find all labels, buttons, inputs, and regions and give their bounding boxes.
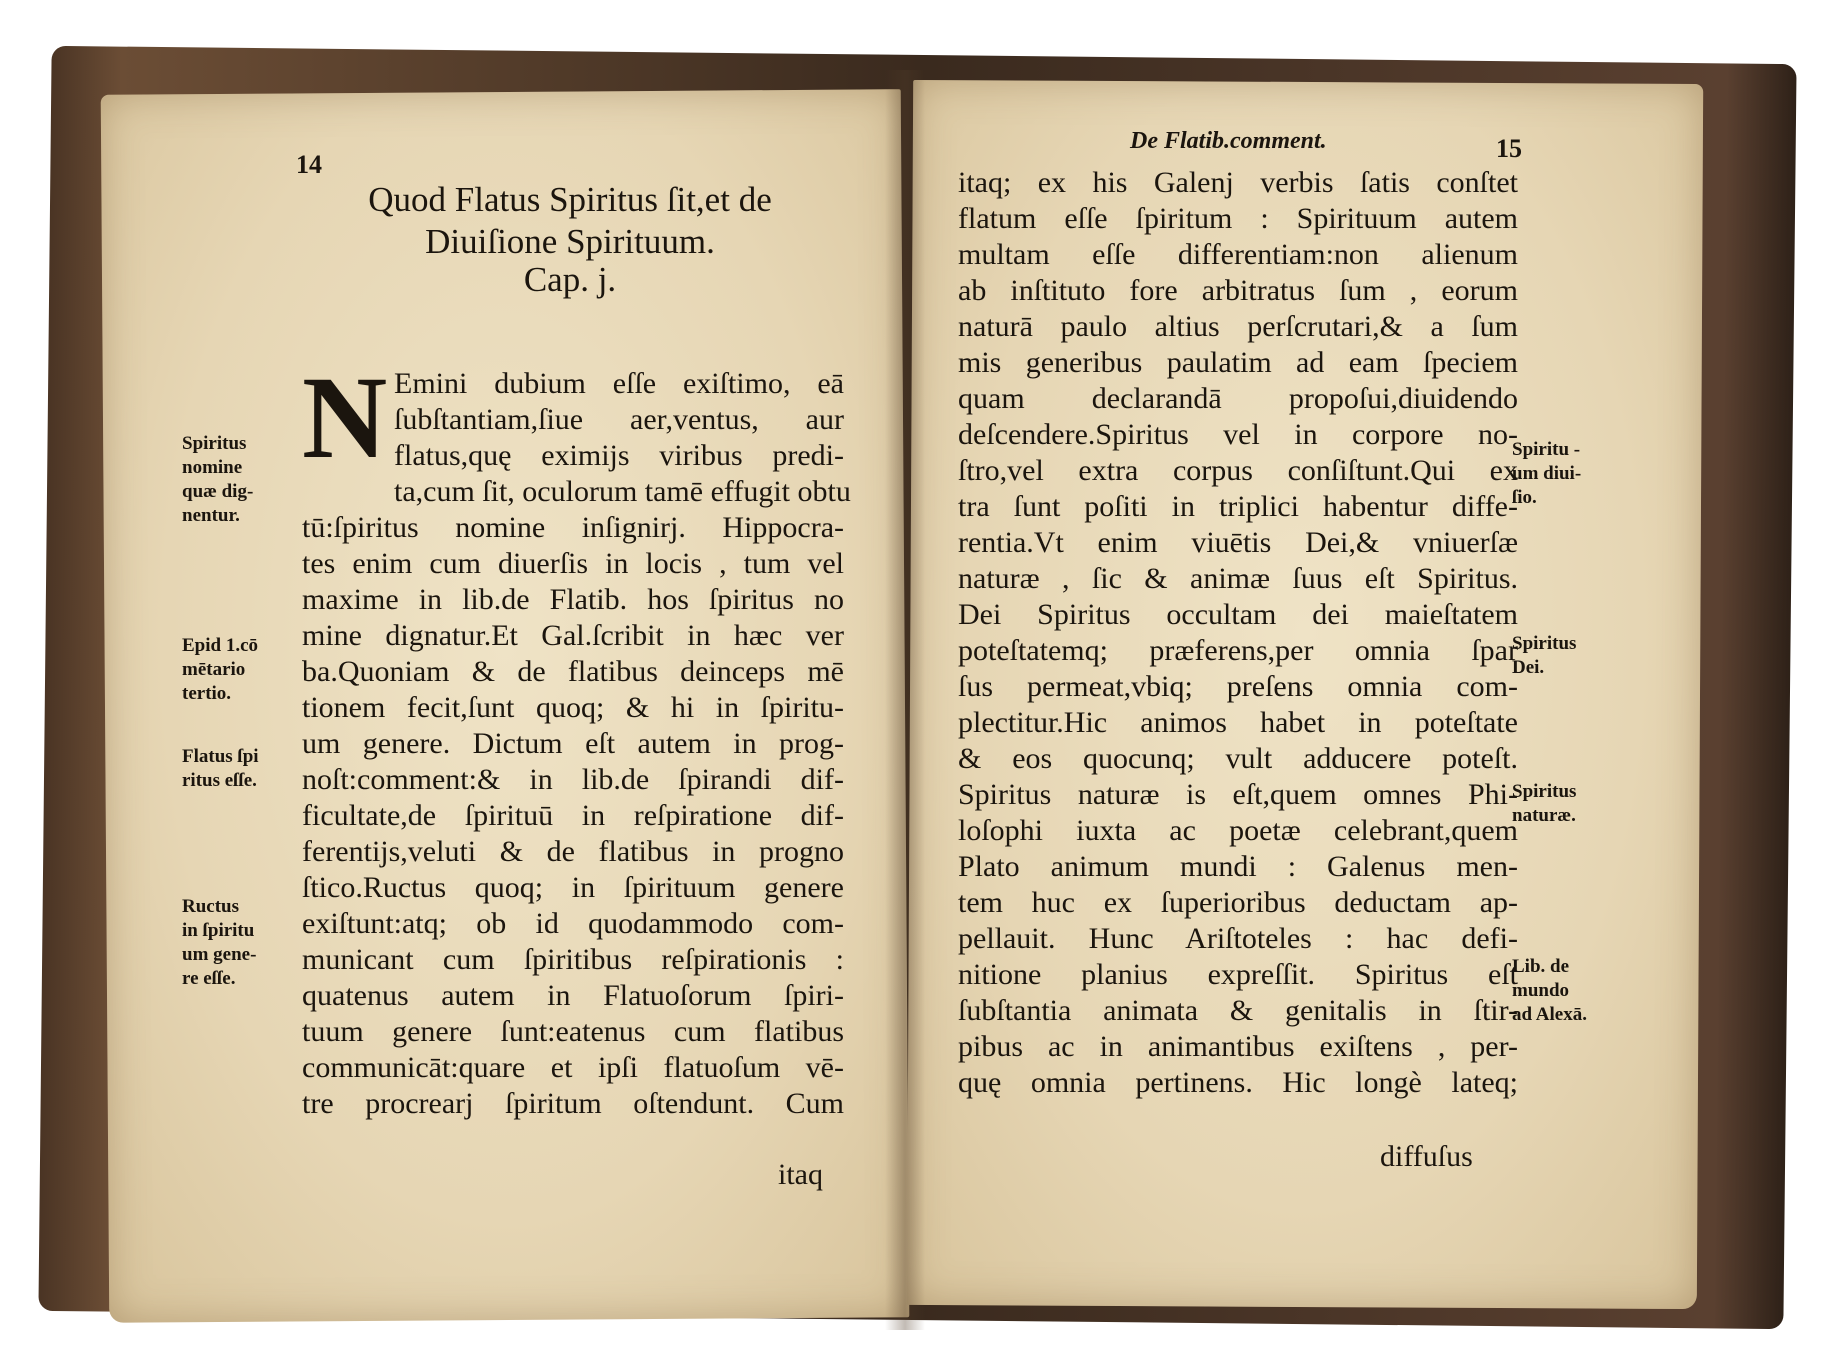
- text-line: loſophi iuxta ac poetæ celebrant,quem: [958, 814, 1518, 847]
- text-line: ferentijs,veluti & de flatibus in progno: [302, 835, 844, 868]
- left-body-text: [302, 352, 851, 1122]
- margin-note-line: Ructus: [182, 896, 240, 917]
- margin-note-right: [1512, 632, 1576, 680]
- text-line: ſus permeat,vbiq; preſens omnia com-: [958, 670, 1518, 703]
- margin-note-line: Spiritus: [1512, 633, 1577, 654]
- text-line: communicāt:quare et ipſi flatuoſum vē-: [302, 1051, 844, 1084]
- text-line: ſtico.Ructus quoq; in ſpirituum genere: [302, 871, 844, 904]
- margin-note-right: [1512, 780, 1576, 828]
- margin-note-line: nentur.: [182, 505, 240, 526]
- margin-note-right: [1512, 438, 1581, 510]
- text-line: maxime in lib.de Flatib. hos ſpiritus no: [302, 583, 844, 616]
- chapter-title-line-2: Diuiſione Spirituum.: [425, 222, 715, 261]
- text-line: ab inſtituto fore arbitratus ſum , eorum: [958, 274, 1518, 307]
- margin-note-line: ad Alexā.: [1512, 1004, 1587, 1025]
- book-gutter: [885, 70, 925, 1330]
- text-line: multam eſſe differentiam:non alienum: [958, 238, 1518, 271]
- margin-note-line: mētario: [182, 659, 246, 680]
- margin-note-left: [182, 745, 259, 793]
- margin-note-right: [1512, 955, 1587, 1027]
- text-line: flatus,quę eximijs viribus predi-: [394, 439, 844, 472]
- chapter-title-line-1: Quod Flatus Spiritus ſit,et de: [368, 180, 772, 219]
- text-line: exiſtunt:atq; ob id quodammodo com-: [302, 907, 844, 940]
- catchword-left: itaq: [778, 1158, 823, 1191]
- text-line: noſt:comment:& in lib.de ſpirandi dif-: [302, 763, 844, 796]
- text-line: Plato animum mundi : Galenus men-: [958, 850, 1518, 883]
- text-line: ficultate,de ſpirituū in reſpiratione dif-: [302, 799, 844, 832]
- text-line: naturæ , ſic & animæ ſuus eſt Spiritus.: [958, 562, 1518, 595]
- margin-note-line: ſio.: [1512, 487, 1537, 508]
- margin-note-line: in ſpiritu: [182, 920, 255, 941]
- margin-note-line: tertio.: [182, 683, 232, 704]
- text-line: tuum genere ſunt:eatenus cum flatibus: [302, 1015, 844, 1048]
- drop-cap: N: [302, 352, 388, 483]
- margin-note-line: ritus eſſe.: [182, 770, 257, 791]
- text-line: ba.Quoniam & de flatibus deinceps mē: [302, 655, 844, 688]
- text-line: flatum eſſe ſpiritum : Spirituum autem: [958, 202, 1518, 235]
- text-line: naturā paulo altius perſcrutari,& a ſum: [958, 310, 1518, 343]
- margin-note-line: Spiritus: [182, 433, 247, 454]
- right-body-text: [958, 165, 1518, 1101]
- text-line: Emini dubium eſſe exiſtimo, eā: [394, 367, 844, 400]
- page-number-right: 15: [1496, 134, 1522, 163]
- text-line: tes enim cum diuerſis in locis , tum vel: [302, 547, 844, 580]
- chapter-number: Cap. j.: [523, 260, 617, 299]
- text-line: municant cum ſpiritibus reſpirationis :: [302, 943, 844, 976]
- text-line: quatenus autem in Flatuoſorum ſpiri-: [302, 979, 844, 1012]
- margin-note-left: [182, 432, 253, 528]
- margin-note-line: um gene-: [182, 944, 257, 965]
- margin-note-line: nomine: [182, 457, 243, 478]
- text-line: tionem fecit,ſunt quoq; & hi in ſpiritu-: [302, 691, 844, 724]
- margin-note-line: Flatus ſpi: [182, 746, 259, 767]
- text-line: nitione planius expreſſit. Spiritus eſt: [958, 958, 1518, 991]
- text-line: quę omnia pertinens. Hic longè lateq;: [958, 1066, 1518, 1099]
- text-line: rentia.Vt enim viuētis Dei,& vniuerſæ: [958, 526, 1518, 559]
- text-line: poteſtatemq; præferens,per omnia ſpar: [958, 634, 1518, 667]
- margin-note-left: [182, 634, 258, 706]
- margin-note-line: Spiritus: [1512, 781, 1577, 802]
- margin-note-line: mundo: [1512, 980, 1570, 1001]
- text-line: ſubſtantia animata & genitalis in ſtir-: [958, 994, 1518, 1027]
- text-line: plectitur.Hic animos habet in poteſtate: [958, 706, 1518, 739]
- text-line: tra ſunt poſiti in triplici habentur diffe-: [958, 490, 1518, 523]
- margin-note-line: re eſſe.: [182, 968, 236, 989]
- margin-note-left: [182, 895, 256, 991]
- text-line: Spiritus naturæ is eſt,quem omnes Phi-: [958, 778, 1518, 811]
- text-line: Dei Spiritus occultam dei maieſtatem: [958, 598, 1518, 631]
- text-line: ſubſtantiam,ſiue aer,ventus, aur: [394, 403, 844, 436]
- margin-note-line: Spiritu -: [1512, 439, 1581, 460]
- text-line: mis generibus paulatim ad eam ſpeciem: [958, 346, 1518, 379]
- margin-note-line: um diui-: [1512, 463, 1582, 484]
- text-line: um genere. Dictum eſt autem in prog-: [302, 727, 844, 760]
- text-line: quam declarandā propoſui,diuidendo: [958, 382, 1518, 415]
- text-line: & eos quocunq; vult adducere poteſt.: [958, 742, 1518, 775]
- text-line: pibus ac in animantibus exiſtens , per-: [958, 1030, 1518, 1063]
- margin-note-line: Epid 1.cō: [182, 635, 259, 656]
- margin-note-line: quæ dig-: [182, 481, 254, 502]
- text-line: tre procrearj ſpiritum oſtendunt. Cum: [302, 1087, 844, 1120]
- text-line: mine dignatur.Et Gal.ſcribit in hæc ver: [302, 619, 844, 652]
- margin-note-line: Dei.: [1512, 657, 1545, 678]
- text-line: pellauit. Hunc Ariſtoteles : hac defi-: [958, 922, 1518, 955]
- text-line: deſcendere.Spiritus vel in corpore no-: [958, 418, 1518, 451]
- margin-note-line: Lib. de: [1512, 956, 1570, 977]
- text-line: ta,cum ſit, oculorum tamē effugit obtu: [394, 475, 851, 508]
- text-line: tem huc ex ſuperioribus deductam ap-: [958, 886, 1518, 919]
- margin-note-line: naturæ.: [1512, 805, 1576, 826]
- catchword-right: diffuſus: [1380, 1140, 1473, 1173]
- text-line: itaq; ex his Galenj verbis ſatis conſtet: [958, 166, 1518, 199]
- text-line: ſtro,vel extra corpus conſiſtunt.Qui ex: [958, 454, 1518, 487]
- page-number-left: 14: [296, 150, 322, 179]
- running-head: De Flatib.comment.: [1130, 128, 1327, 154]
- text-line: tū:ſpiritus nomine inſignirj. Hippocra-: [302, 511, 844, 544]
